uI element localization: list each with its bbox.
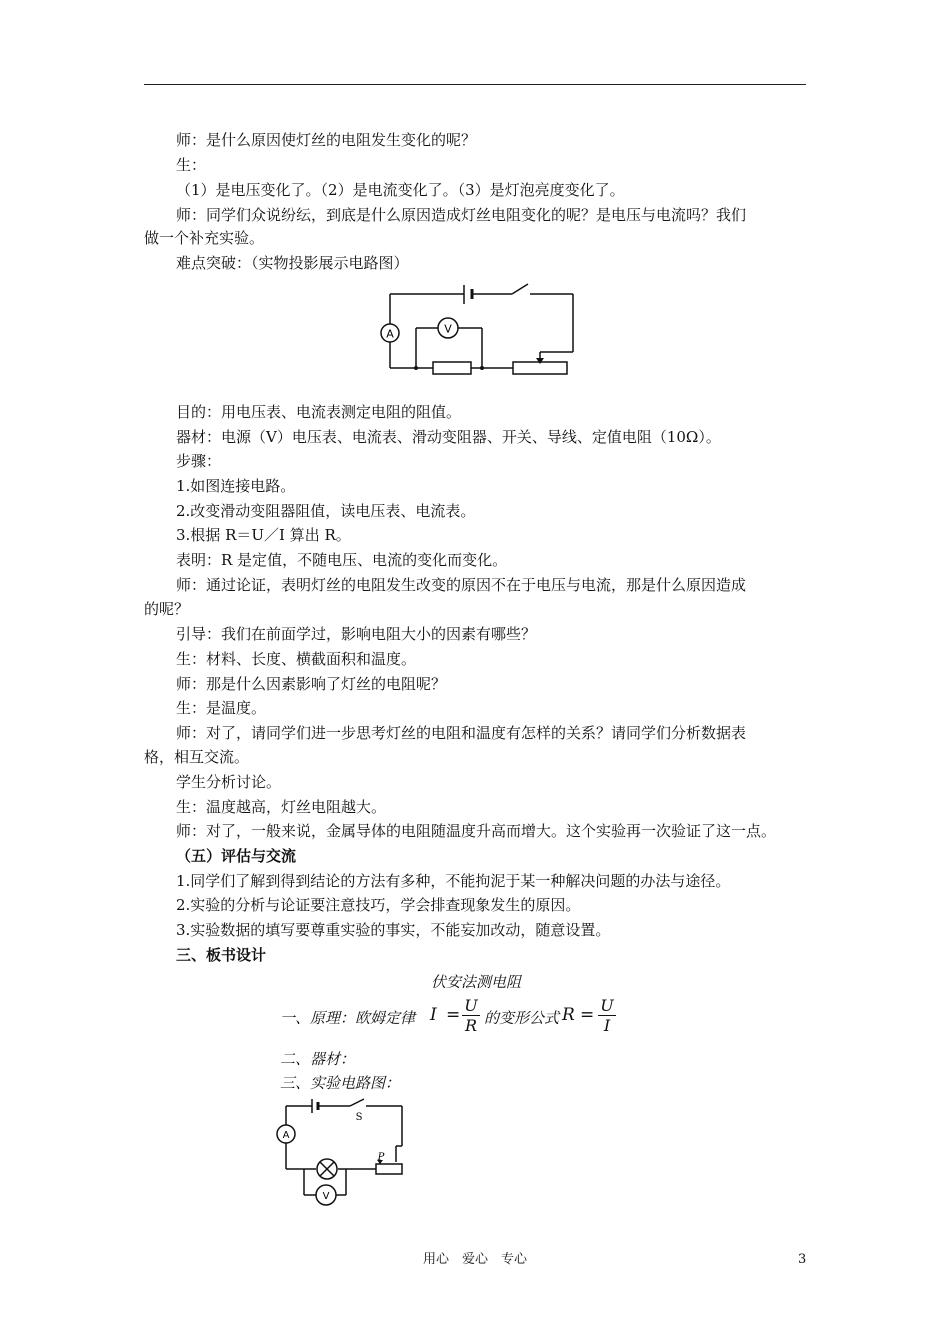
text-line: 师：是什么原因使灯丝的电阻发生变化的呢？ xyxy=(176,131,477,149)
circuit-diagram-1 xyxy=(376,280,581,380)
board-middle-text: 的变形公式 xyxy=(484,1009,560,1027)
board-item-2: 二、器材： xyxy=(280,1050,356,1068)
text-line: 1.如图连接电路。 xyxy=(176,477,296,495)
text-line: 生：材料、长度、横截面积和温度。 xyxy=(176,650,417,668)
formula-i: I xyxy=(430,1005,437,1025)
text-line: 师：同学们众说纷纭，到底是什么原因造成灯丝电阻变化的呢？是电压与电流吗？我们 xyxy=(176,206,747,224)
text-line: 生：是温度。 xyxy=(176,699,267,717)
section-heading: （五）评估与交流 xyxy=(176,847,297,865)
text-line: 难点突破：（实物投影展示电路图） xyxy=(176,254,409,272)
text-line: 步骤： xyxy=(176,452,222,470)
text-line: 生：温度越高，灯丝电阻越大。 xyxy=(176,798,387,816)
switch-label: S xyxy=(355,1112,363,1123)
formula-fraction-2 xyxy=(598,996,616,1035)
ammeter-label: A xyxy=(386,327,394,341)
ammeter-label: A xyxy=(282,1130,290,1141)
text-line: 2.实验的分析与论证要注意技巧，学会排查现象发生的原因。 xyxy=(176,896,581,914)
slider-label: P xyxy=(377,1152,385,1163)
board-item-3: 三、实验电路图： xyxy=(280,1074,401,1092)
fraction-denominator: I xyxy=(603,1016,611,1035)
voltmeter-label: V xyxy=(322,1191,330,1202)
circuit-diagram-2 xyxy=(276,1098,411,1208)
text-line: 2.改变滑动变阻器阻值，读电压表、电流表。 xyxy=(176,502,476,520)
fraction-numerator: U xyxy=(600,996,614,1015)
text-line: 师：对了，请同学们进一步思考灯丝的电阻和温度有怎样的关系？请同学们分析数据表 xyxy=(176,724,747,742)
text-line: 做一个补充实验。 xyxy=(144,229,265,247)
text-line: 表明：R 是定值，不随电压、电流的变化而变化。 xyxy=(176,551,508,569)
text-line: 引导：我们在前面学过，影响电阻大小的因素有哪些？ xyxy=(176,625,537,643)
header-rule xyxy=(144,84,806,85)
board-title: 伏安法测电阻 xyxy=(431,973,522,991)
page-footer: 用心 爱心 专心 xyxy=(422,1252,527,1267)
text-line: 目的：用电压表、电流表测定电阻的阻值。 xyxy=(176,403,462,421)
fraction-numerator: U xyxy=(464,996,478,1015)
text-line: 1.同学们了解到得到结论的方法有多种，不能拘泥于某一种解决问题的办法与途径。 xyxy=(176,872,731,890)
text-line: 师：通过论证，表明灯丝的电阻发生改变的原因不在于电压与电流，那是什么原因造成 xyxy=(176,576,747,594)
formula-fraction-1 xyxy=(462,996,480,1035)
formula-equals: = xyxy=(580,1005,595,1025)
section-heading: 三、板书设计 xyxy=(176,946,267,964)
text-line: 器材：电源（V）电压表、电流表、滑动变阻器、开关、导线、定值电阻（10Ω）。 xyxy=(176,428,721,446)
text-line: 学生分析讨论。 xyxy=(176,773,282,791)
voltmeter-label: V xyxy=(444,322,452,336)
board-principle-label: 一、原理：欧姆定律 xyxy=(280,1009,416,1027)
fraction-denominator: R xyxy=(464,1016,478,1035)
text-line: 师：对了，一般来说，金属导体的电阻随温度升高而增大。这个实验再一次验证了这一点。 xyxy=(176,822,777,840)
text-line: 3.根据 R＝U／I 算出 R。 xyxy=(176,526,351,544)
text-line: 3.实验数据的填写要尊重实验的事实，不能妄加改动，随意设置。 xyxy=(176,921,611,939)
formula-equals: = xyxy=(446,1005,461,1025)
text-line: 师：那是什么因素影响了灯丝的电阻呢？ xyxy=(176,675,447,693)
text-line: 的呢？ xyxy=(144,600,190,618)
text-line: 格，相互交流。 xyxy=(144,748,250,766)
text-line: 生： xyxy=(176,156,207,174)
page-number: 3 xyxy=(798,1252,807,1267)
text-line: （1）是电压变化了。（2）是电流变化了。（3）是灯泡亮度变化了。 xyxy=(176,181,625,199)
formula-r: R xyxy=(562,1005,575,1025)
